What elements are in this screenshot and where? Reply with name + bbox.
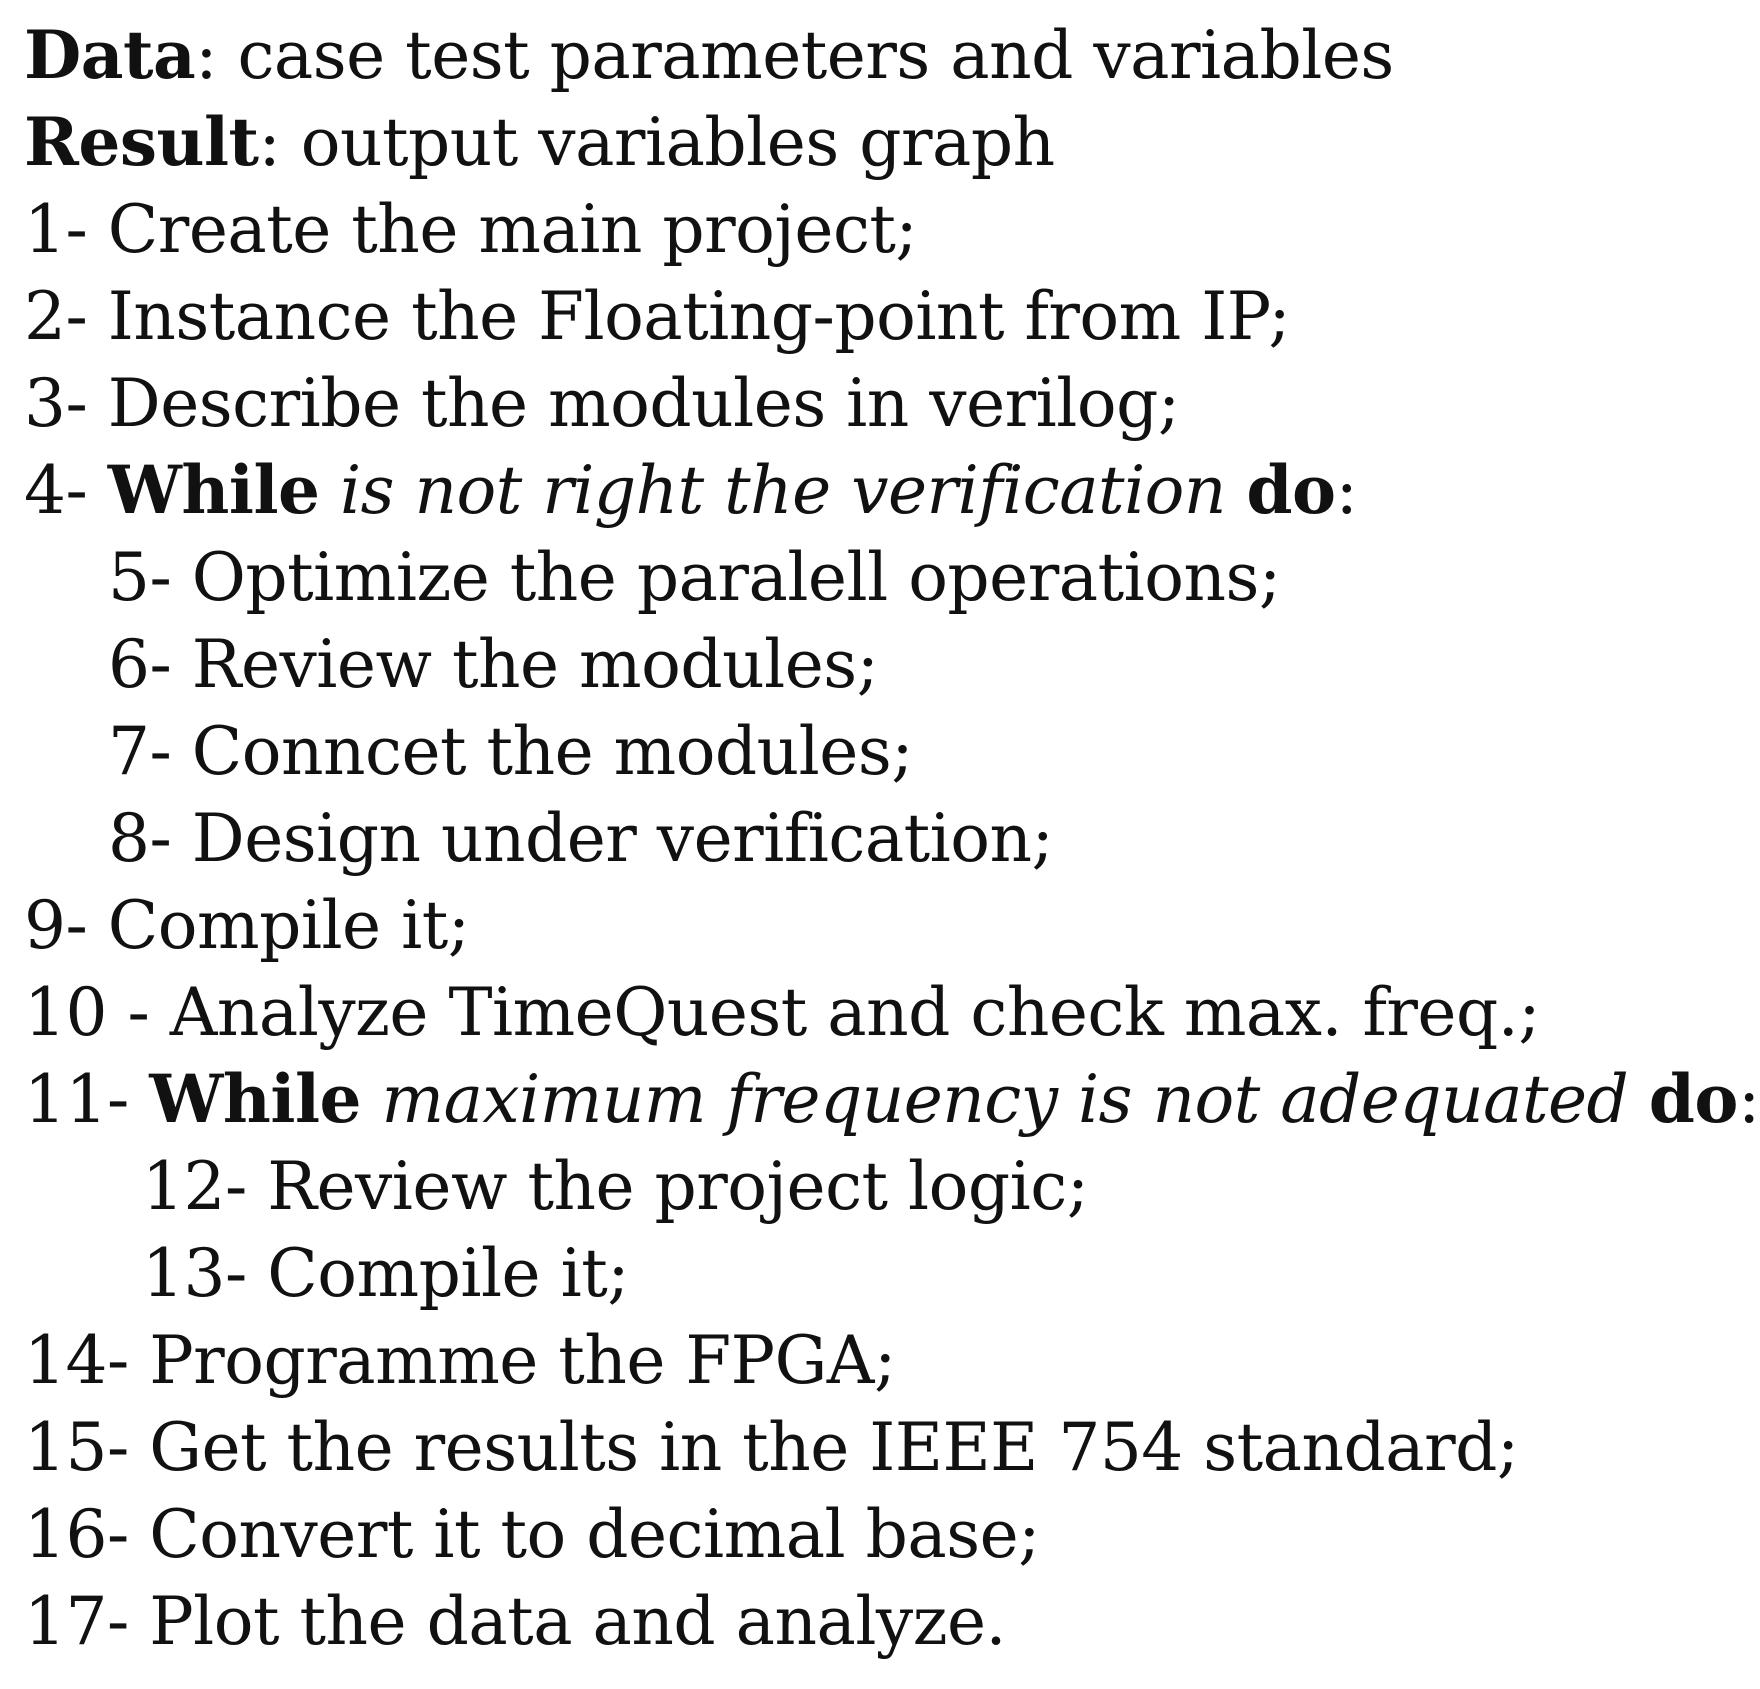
step-4-do-keyword: do [1246,451,1336,529]
step-4-number: 4- [24,452,108,529]
step-3: 3- Describe the modules in verilog; [24,365,1180,442]
step-17: 17- Plot the data and analyze. [24,1583,1007,1660]
step-15: 15- Get the results in the IEEE 754 standard; [24,1409,1519,1486]
algorithm-block [24,12,1760,1665]
step-11-number: 11- [24,1061,150,1138]
step-4-while-keyword: While [107,451,320,529]
result-keyword: Result [24,103,259,181]
step-1: 1- Create the main project; [24,191,918,268]
step-4-condition: is not right the verification [319,452,1247,529]
step-9: 9- Compile it; [24,887,470,964]
step-11-while-keyword: While [149,1060,362,1138]
step-13: 13- Compile it; [142,1235,629,1312]
step-4-colon: : [1335,452,1358,529]
step-4-while-loop [24,447,1494,534]
step-2: 2- Instance the Floating-point from IP; [24,278,1291,355]
step-12: 12- Review the project logic; [142,1148,1089,1225]
step-11-colon: : [1737,1061,1760,1138]
step-16: 16- Convert it to decimal base; [24,1496,1040,1573]
step-10: 10 - Analyze TimeQuest and check max. freq.; [24,974,1540,1051]
step-8: 8- Design under verification; [108,800,1054,877]
step-7: 7- Conncet the modules; [108,713,913,790]
step-6: 6- Review the modules; [108,626,879,703]
data-keyword: Data [24,16,196,94]
step-11-while-loop [24,1056,1760,1143]
step-14: 14- Programme the FPGA; [24,1322,896,1399]
step-11-condition: maximum frequency is not adequated [361,1061,1649,1138]
result-line [24,99,1494,186]
step-11-do-keyword: do [1648,1060,1738,1138]
data-line [24,12,1494,99]
result-text: : output variables graph [258,104,1055,181]
step-5: 5- Optimize the paralell operations; [108,539,1281,616]
data-text: : case test parameters and variables [195,17,1394,94]
